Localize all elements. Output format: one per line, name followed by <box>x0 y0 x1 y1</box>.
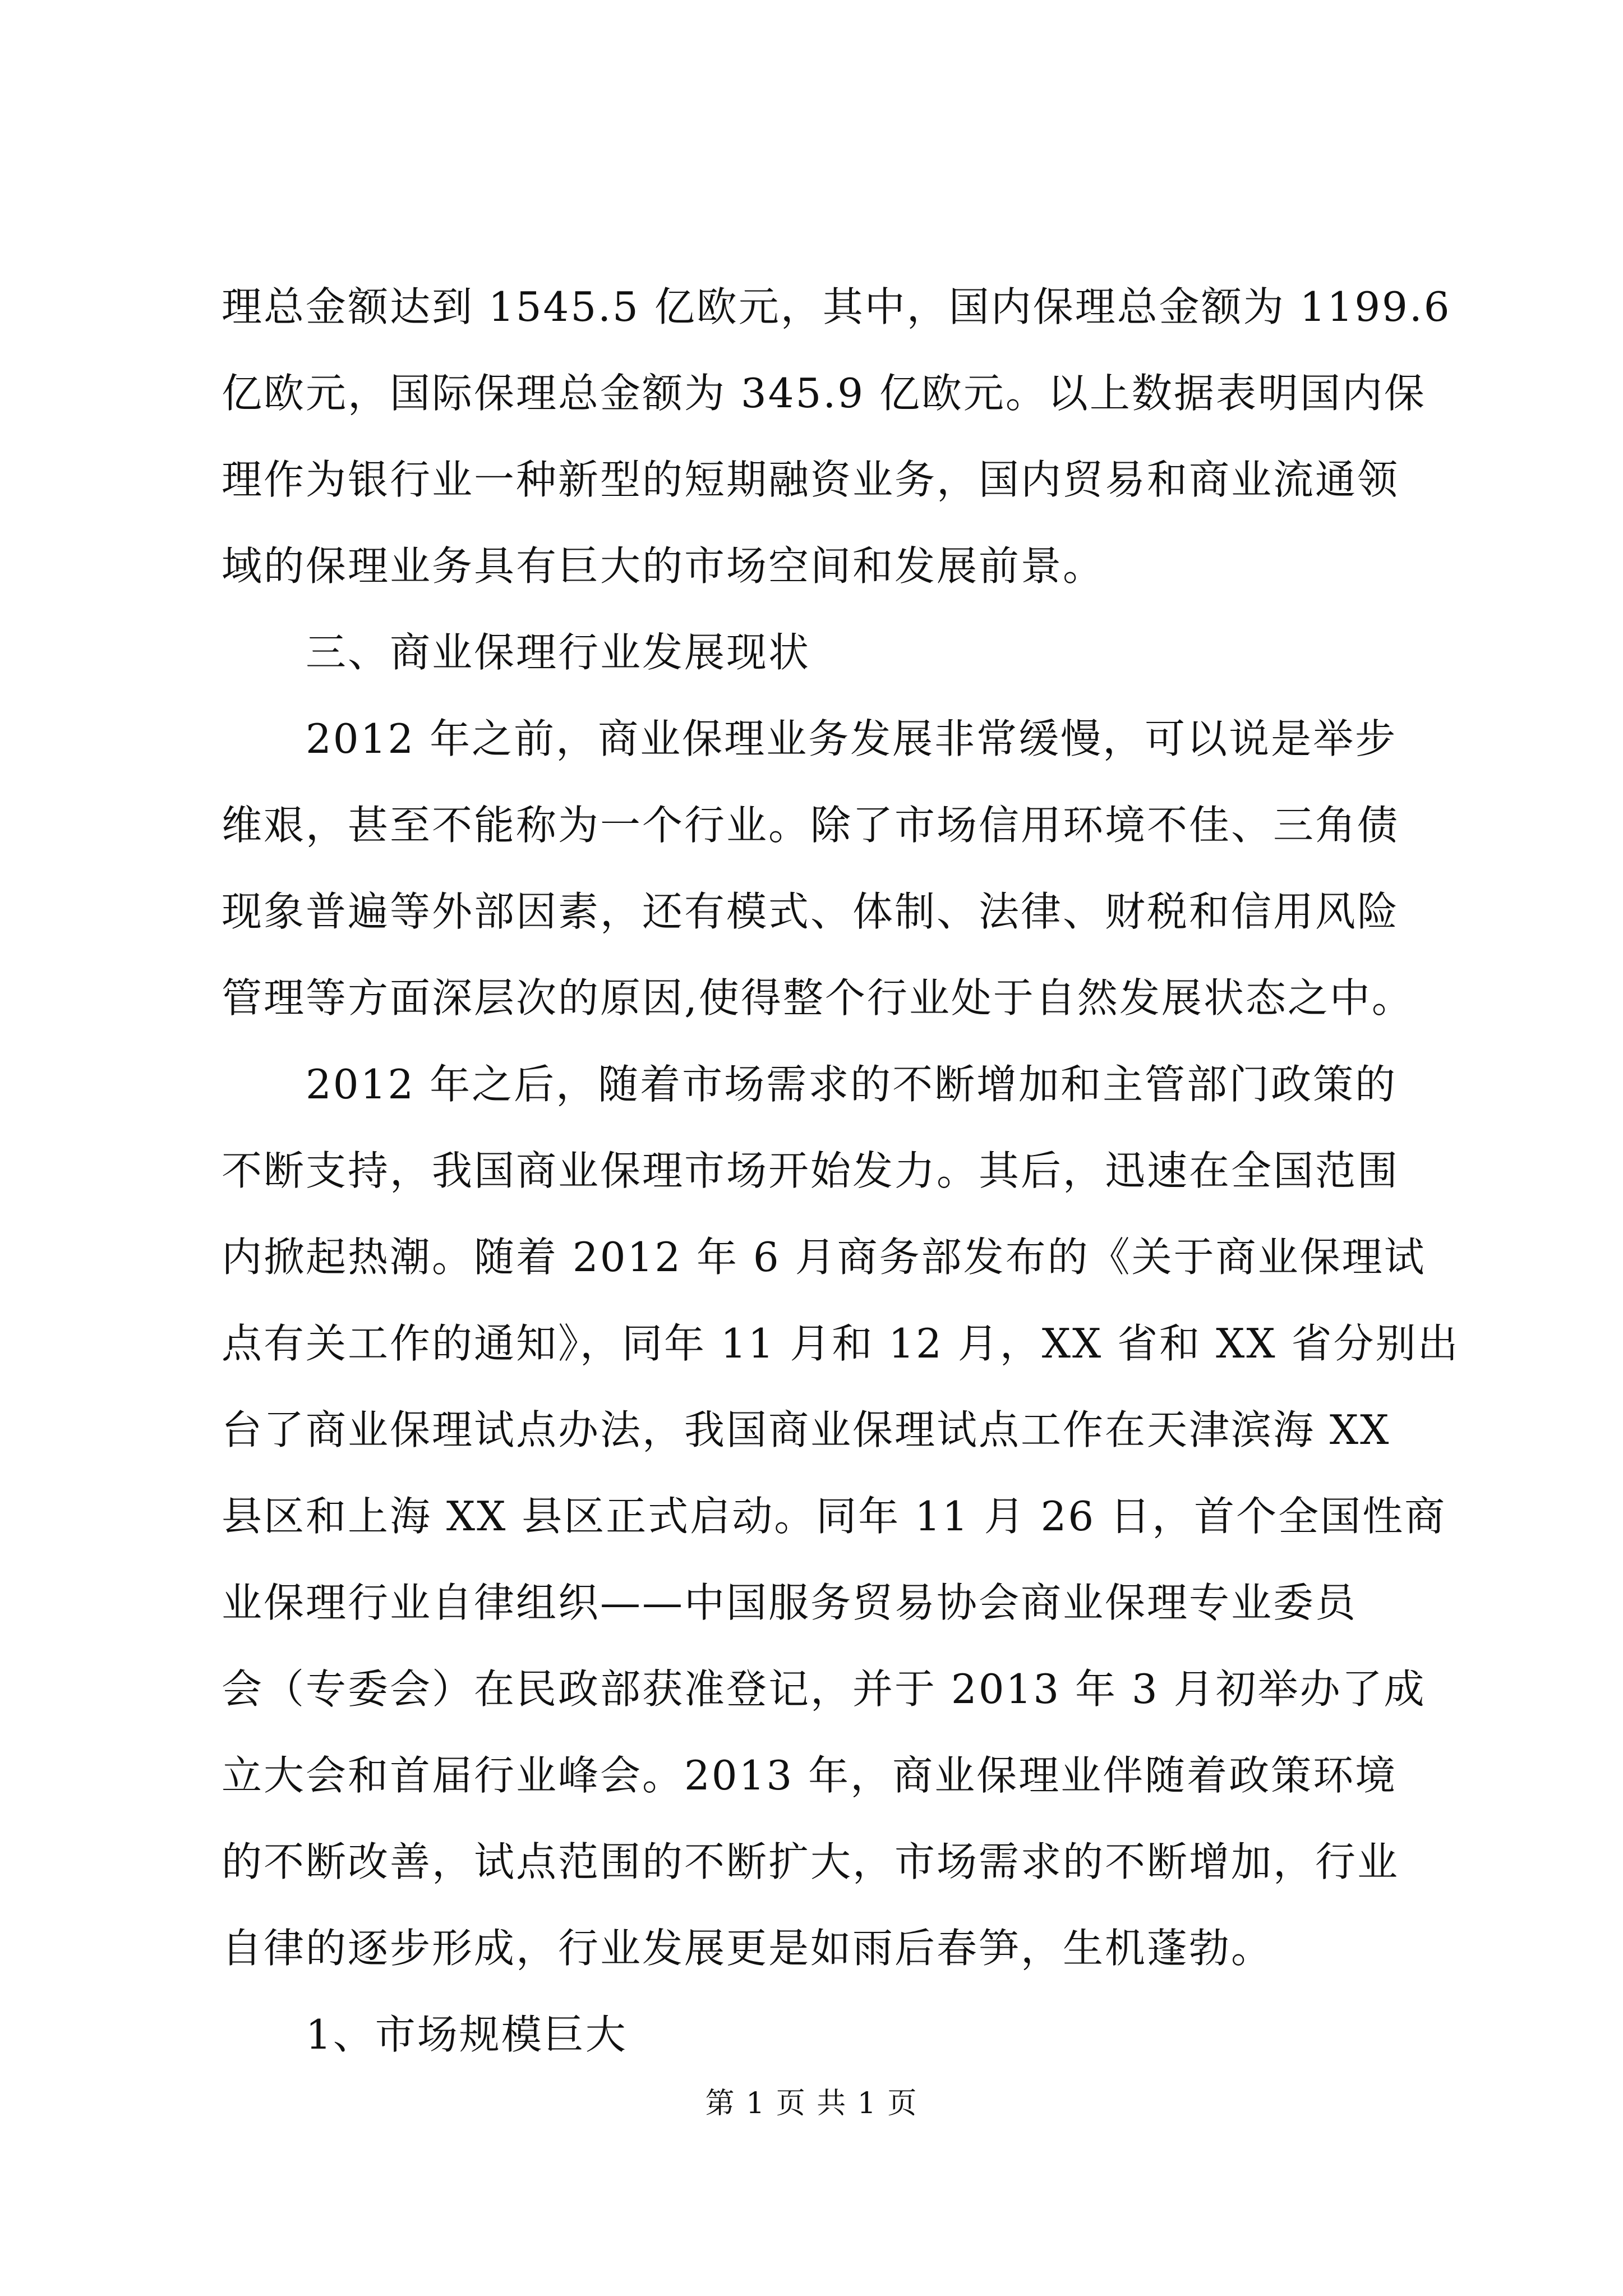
paragraph-line: 的不断改善，试点范围的不断扩大，市场需求的不断增加，行业 <box>222 1838 1400 1885</box>
paragraph-line: 亿欧元，国际保理总金额为 345.9 亿欧元。以上数据表明国内保 <box>222 370 1426 417</box>
subsection-heading: 1、市场规模巨大 <box>306 2011 628 2058</box>
paragraph-line: 立大会和首届行业峰会。2013 年，商业保理业伴随着政策环境 <box>222 1752 1398 1799</box>
paragraph-line: 2012 年之后，随着市场需求的不断增加和主管部门政策的 <box>306 1061 1398 1108</box>
paragraph-line: 业保理行业自律组织——中国服务贸易协会商业保理专业委员 <box>222 1579 1358 1626</box>
paragraph-line: 管理等方面深层次的原因,使得整个行业处于自然发展状态之中。 <box>222 974 1414 1022</box>
paragraph-line: 点有关工作的通知》，同年 11 月和 12 月，XX 省和 XX 省分别出 <box>222 1320 1460 1367</box>
paragraph-line: 县区和上海 XX 县区正式启动。同年 11 月 26 日，首个全国性商 <box>222 1493 1447 1540</box>
paragraph-line: 自律的逐步形成，行业发展更是如雨后春笋，生机蓬勃。 <box>222 1925 1274 1972</box>
page-footer: 第 1 页 共 1 页 <box>705 2087 918 2120</box>
document-body <box>222 264 1460 2078</box>
paragraph-line: 会（专委会）在民政部获准登记，并于 2013 年 3 月初举办了成 <box>222 1665 1426 1713</box>
paragraph-line: 域的保理业务具有巨大的市场空间和发展前景。 <box>222 542 1105 590</box>
paragraph-line: 维艰，甚至不能称为一个行业。除了市场信用环境不佳、三角债 <box>222 802 1400 849</box>
paragraph-line: 理总金额达到 1545.5 亿欧元，其中，国内保理总金额为 1199.6 <box>222 283 1451 330</box>
paragraph-line: 内掀起热潮。随着 2012 年 6 月商务部发布的《关于商业保理试 <box>222 1234 1426 1281</box>
paragraph-line: 理作为银行业一种新型的短期融资业务，国内贸易和商业流通领 <box>222 456 1400 503</box>
section-heading: 三、商业保理行业发展现状 <box>306 629 811 676</box>
paragraph-line: 台了商业保理试点办法，我国商业保理试点工作在天津滨海 XX <box>222 1406 1391 1453</box>
paragraph-line: 2012 年之前，商业保理业务发展非常缓慢，可以说是举步 <box>306 715 1398 762</box>
paragraph-line: 现象普遍等外部因素，还有模式、体制、法律、财税和信用风险 <box>222 888 1400 935</box>
paragraph-line: 不断支持，我国商业保理市场开始发力。其后，迅速在全国范围 <box>222 1147 1400 1194</box>
